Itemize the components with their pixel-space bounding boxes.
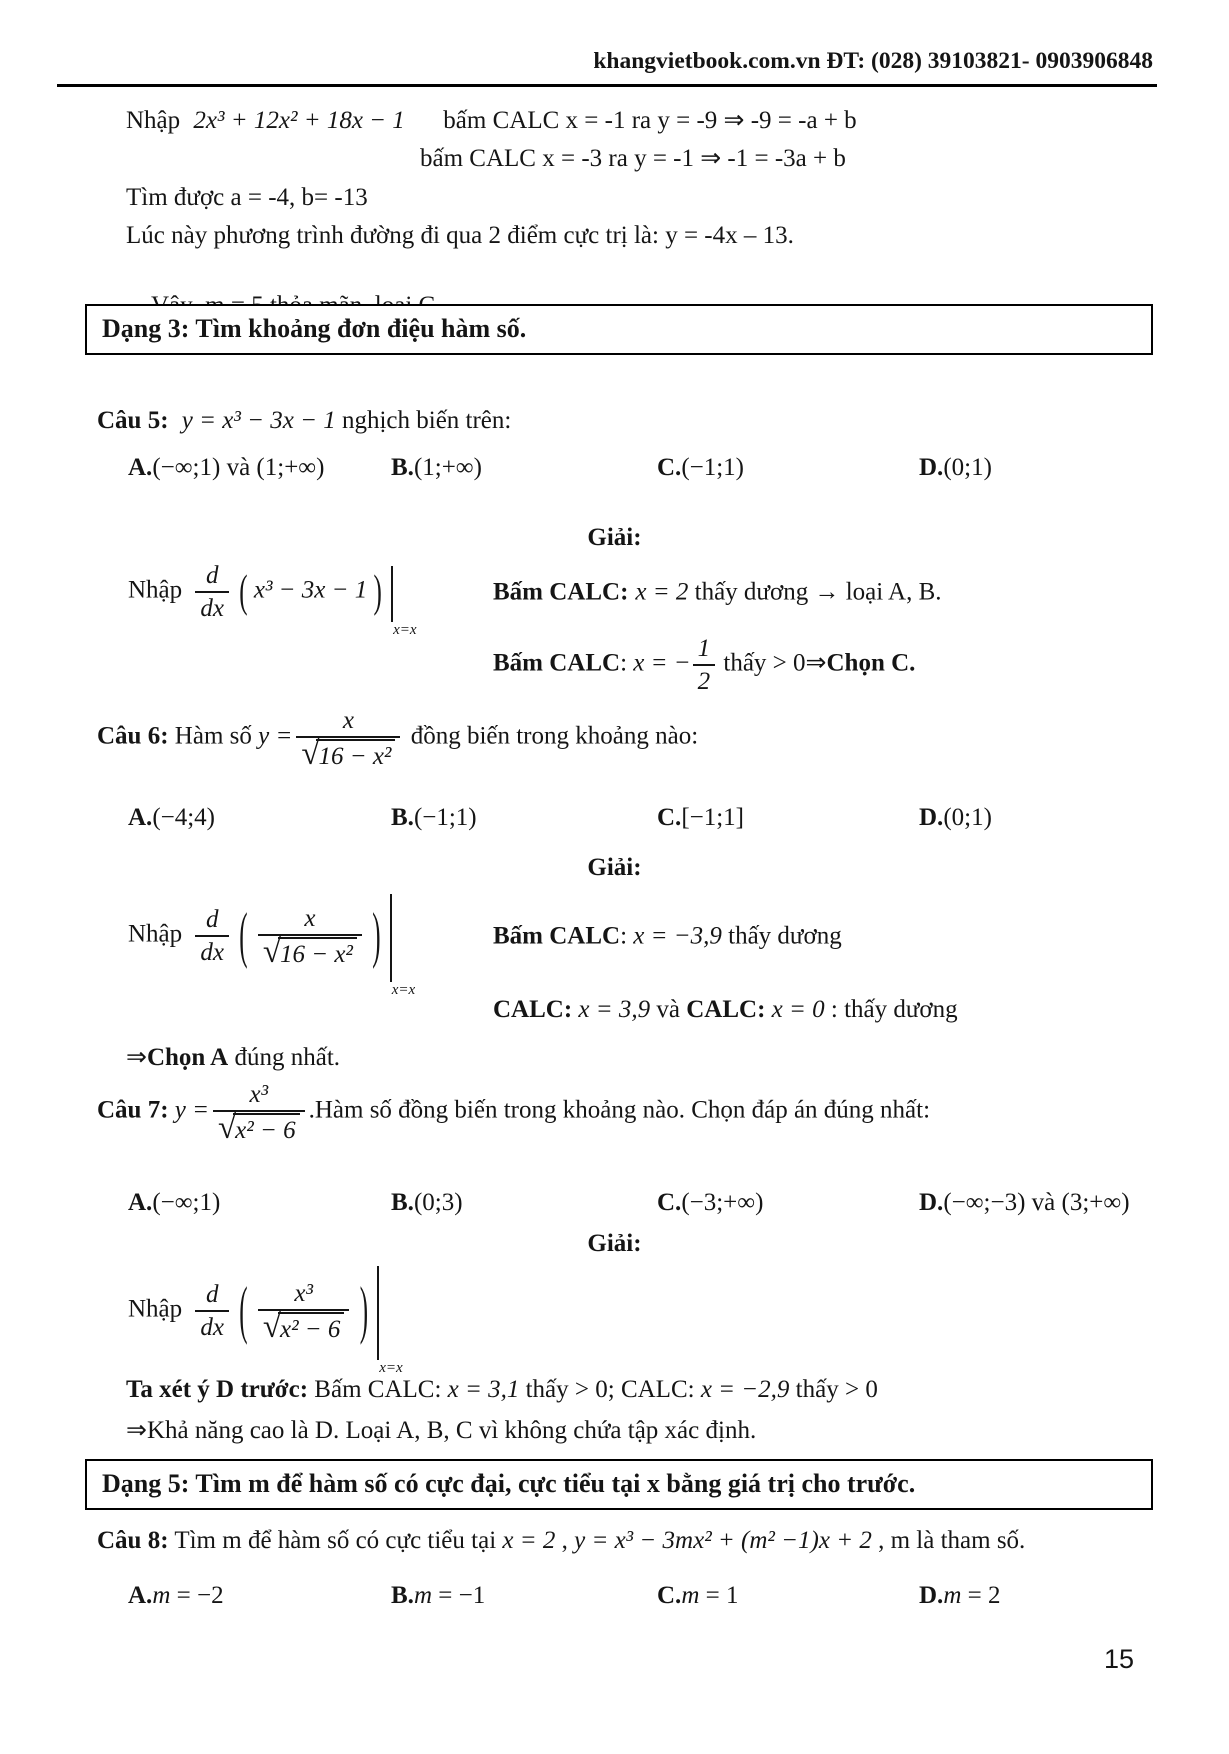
radicand: 16 − x² [316, 739, 395, 770]
option-d [919, 1186, 1189, 1219]
answer-tail: đúng nhất. [228, 1044, 341, 1071]
calc-instruction-2: bấm CALC x = -3 ra y = -1 ⇒ -1 = -3a + b [420, 145, 846, 172]
cau7-tail: .Hàm số đồng biến trong khoảng nào. Chọn đáp án đúng nhất: [308, 1096, 931, 1124]
section-heading-dang5 [85, 1459, 1153, 1510]
bam-calc-label: Bấm CALC: [493, 578, 629, 606]
found-values: Tìm được a = -4, b= -13 [126, 184, 368, 211]
cau8-t1: Tìm m để hàm số có cực tiểu tại [168, 1527, 503, 1554]
cau5-tail: nghịch biến trên: [335, 407, 512, 434]
close-paren: ) [359, 1275, 369, 1347]
option-d-var: m [943, 1582, 962, 1609]
option-b [391, 451, 657, 484]
option-a-text: (−∞;1) và (1;+∞) [152, 454, 325, 481]
dang5-title: Dạng 5: Tìm m để hàm số có cực đại, cực tiểu tại x bằng giá trị cho trước. [102, 1469, 916, 1498]
square-root [218, 1110, 300, 1146]
option-a [128, 451, 391, 484]
cau8-x-value: x = 2 [502, 1527, 556, 1554]
option-c-label: C. [657, 454, 682, 481]
fraction-numerator: x [342, 707, 354, 734]
close-paren: ) [372, 902, 381, 970]
cau6-calc-note-1 [493, 920, 842, 953]
cau5-label: Câu 5: [97, 407, 169, 434]
chosen-answer: Chọn A [146, 1044, 229, 1071]
radical-sign: √ [218, 1110, 237, 1146]
option-c-text: (−1;1) [681, 454, 745, 481]
page-header [57, 46, 1153, 77]
option-b-label: B. [391, 1189, 414, 1216]
calc-value-prefix: x = − [633, 649, 691, 677]
option-d-label: D. [919, 454, 944, 481]
cau5-derivative-expr: x³ − 3x − 1 [253, 576, 368, 604]
radicand: x² − 6 [278, 1312, 344, 1343]
cau5-options [128, 451, 1189, 484]
option-c [657, 1579, 919, 1612]
option-b [391, 1579, 657, 1612]
radical-sign: √ [262, 1309, 281, 1345]
option-a-label: A. [128, 1189, 153, 1216]
option-d-text: (−∞;−3) và (3;+∞) [943, 1189, 1130, 1216]
open-paren: ( [239, 902, 248, 970]
cau6-y-equals: y = [258, 722, 293, 750]
cau8-question [97, 1524, 1209, 1557]
cau8-label: Câu 8: [97, 1527, 169, 1554]
cau6-options [128, 801, 1189, 834]
option-a-text: (−4;4) [152, 804, 216, 831]
fraction-numerator: 1 [697, 635, 711, 662]
fraction-denominator: 2 [693, 664, 716, 696]
cau5-calc-note-2 [493, 634, 915, 696]
analysis-label: Ta xét ý D trước: [126, 1376, 309, 1403]
extrema-line-equation: Lúc này phương trình đường đi qua 2 điểm cực trị là: y = -4x – 13. [126, 222, 794, 249]
cau5-giai-heading [0, 521, 1229, 554]
chosen-answer: Chọn C. [826, 649, 916, 677]
page-number [1104, 1642, 1134, 1678]
cau6-solution-formula-row [128, 884, 1189, 998]
ddx-numerator: d [205, 906, 219, 933]
option-b-label: B. [391, 1582, 414, 1609]
analysis-t2: thấy > 0; CALC: [519, 1376, 701, 1403]
bam-calc-label: Bấm CALC [493, 922, 621, 950]
option-a-value: = −2 [170, 1582, 224, 1609]
option-d-label: D. [919, 1189, 944, 1216]
ddx-fraction [195, 905, 229, 967]
ddx-denominator: dx [195, 1310, 229, 1342]
header-text: khangvietbook.com.vn ĐT: (028) 39103821- 0903906848 [593, 48, 1153, 74]
analysis-t1: Bấm CALC: [308, 1376, 448, 1403]
solution-line-2 [420, 142, 846, 175]
ddx-numerator: d [205, 562, 219, 589]
option-a-var: m [152, 1582, 171, 1609]
option-c-value: = 1 [699, 1582, 739, 1609]
cau6-tail: đồng biến trong khoảng nào: [404, 722, 699, 750]
option-d-value: = 2 [961, 1582, 1001, 1609]
ddx-fraction [195, 561, 229, 623]
square-root [301, 736, 395, 772]
cau7-conclusion-line [126, 1414, 1189, 1447]
close-paren: ) [373, 567, 382, 617]
calc-label-1: CALC: [493, 996, 573, 1023]
option-c-text: (−3;+∞) [681, 1189, 764, 1216]
square-root [262, 1309, 345, 1345]
cau6-fraction [296, 706, 400, 770]
eval-bar-line [377, 1266, 379, 1360]
cau8-formula: y = x³ − 3mx² + (m² −1)x + 2 [574, 1527, 872, 1554]
option-a [128, 801, 391, 834]
option-d-label: D. [919, 804, 944, 831]
polynomial-formula: 2x³ + 12x² + 18x − 1 [193, 107, 405, 134]
calc-value-1: x = 3,1 [447, 1376, 520, 1403]
cau8-options [128, 1579, 1189, 1612]
square-root [262, 934, 357, 970]
fraction-denominator [296, 736, 400, 770]
nhap-label: Nhập [126, 107, 181, 134]
solution-line-3 [126, 181, 1189, 214]
ddx-numerator: d [205, 1281, 219, 1308]
option-c-label: C. [657, 1189, 682, 1216]
eval-subscript: x=x [391, 982, 416, 998]
radical-sign: √ [262, 934, 281, 970]
option-d-text: (0;1) [943, 804, 992, 831]
nhap-label: Nhập [128, 1295, 183, 1323]
calc-value: x = −3,9 [633, 922, 722, 950]
cau7-solution-formula-row [128, 1256, 1189, 1376]
cau7-y-equals: y = [168, 1096, 210, 1124]
option-d-label: D. [919, 1582, 944, 1609]
open-paren: ( [239, 1275, 248, 1347]
calc-result: thấy dương [721, 922, 842, 950]
option-b [391, 801, 657, 834]
option-b-label: B. [391, 804, 414, 831]
option-c [657, 801, 919, 834]
fraction-denominator [258, 934, 362, 968]
cau6-giai-heading [0, 851, 1229, 884]
fraction-denominator [213, 1110, 305, 1144]
option-c-label: C. [657, 1582, 682, 1609]
eval-subscript: x=x [379, 1360, 403, 1376]
cau7-analysis-line [126, 1373, 1189, 1406]
open-paren: ( [239, 567, 248, 617]
ddx-denominator: dx [195, 935, 229, 967]
option-b-label: B. [391, 454, 414, 481]
evaluation-bar [390, 894, 415, 998]
option-b [391, 1186, 657, 1219]
option-d [919, 801, 1189, 834]
option-c [657, 1186, 919, 1219]
calc-value-1: x = 3,9 [572, 996, 657, 1023]
calc-result: : thấy dương [824, 996, 958, 1023]
option-a-label: A. [128, 804, 153, 831]
calc-result: thấy dương → loại A, B. [688, 578, 942, 606]
calc-label-2: CALC: [686, 996, 766, 1023]
solution-line-4 [126, 219, 1189, 252]
giai-label: Giải: [587, 854, 642, 881]
cau8-t3: , m là tham số. [871, 1527, 1026, 1554]
calc-value-2: x = 0 [765, 996, 825, 1023]
option-b-text: (0;3) [413, 1189, 463, 1216]
ddx-denominator: dx [195, 591, 229, 623]
option-c [657, 451, 919, 484]
eval-subscript: x=x [393, 622, 417, 638]
cau6-pre: Hàm số [168, 722, 259, 750]
implies-arrow: ⇒ [126, 1044, 147, 1071]
option-b-value: = −1 [432, 1582, 486, 1609]
cau7-options [128, 1186, 1189, 1219]
implies-arrow: ⇒ [805, 649, 827, 677]
cau7-question [97, 1080, 1209, 1144]
option-a-label: A. [128, 454, 153, 481]
cau8-t2: , [555, 1527, 575, 1554]
cau6-label: Câu 6: [97, 722, 169, 750]
option-d-text: (0;1) [943, 454, 992, 481]
and-text: và [656, 996, 687, 1023]
option-b-text: (1;+∞) [413, 454, 482, 481]
option-b-var: m [413, 1582, 432, 1609]
evaluation-bar [377, 1266, 402, 1376]
cau5-question [97, 404, 1209, 437]
cau7-fraction [213, 1080, 305, 1144]
option-c-var: m [681, 1582, 700, 1609]
cau5-formula: y = x³ − 3x − 1 [181, 407, 336, 434]
dang3-title: Dạng 3: Tìm khoảng đơn điệu hàm số. [102, 314, 527, 343]
cau5-solution-formula-row [128, 556, 1189, 638]
radicand: x² − 6 [233, 1113, 299, 1144]
option-b-text: (−1;1) [413, 804, 477, 831]
header-rule [57, 84, 1157, 87]
fraction-numerator: x [304, 905, 316, 932]
calc-result: thấy > 0 [717, 649, 806, 677]
cau6-answer-line [126, 1041, 1189, 1074]
cau6-question [97, 706, 1209, 770]
cau5-calc-note-1 [493, 576, 942, 609]
one-half-fraction [693, 634, 716, 696]
nhap-label: Nhập [128, 920, 183, 948]
separator: : [620, 922, 634, 950]
eval-bar-line [390, 894, 392, 982]
option-a [128, 1579, 391, 1612]
cau6-fraction [258, 904, 362, 968]
analysis-t3: thấy > 0 [789, 1376, 878, 1403]
giai-label: Giải: [587, 524, 642, 551]
conclusion-text: ⇒Khả năng cao là D. Loại A, B, C vì không chứa tập xác định. [126, 1417, 757, 1444]
fraction-numerator: x³ [294, 1280, 313, 1307]
option-a-label: A. [128, 1582, 153, 1609]
option-d [919, 1579, 1189, 1612]
solution-line-1 [126, 104, 1189, 137]
fraction-numerator: x³ [249, 1081, 269, 1108]
cau7-fraction [258, 1279, 350, 1343]
fraction-denominator [258, 1309, 350, 1343]
calc-value-2: x = −2,9 [700, 1376, 790, 1403]
ddx-fraction [195, 1280, 229, 1342]
bam-calc-label: Bấm CALC [493, 649, 621, 677]
option-c-label: C. [657, 804, 682, 831]
nhap-label: Nhập [128, 576, 183, 604]
separator: : [620, 649, 634, 677]
radical-sign: √ [301, 736, 320, 772]
page-number-text: 15 [1104, 1644, 1135, 1674]
giai-label: Giải: [587, 1230, 642, 1257]
calc-value: x = 2 [635, 578, 689, 606]
evaluation-bar [391, 566, 416, 638]
eval-bar-line [391, 566, 393, 622]
option-a [128, 1186, 391, 1219]
cau6-calc-note-2 [493, 993, 958, 1026]
calc-instruction-1: bấm CALC x = -1 ra y = -9 ⇒ -9 = -a + b [443, 107, 857, 134]
radicand: 16 − x² [278, 937, 357, 968]
option-a-text: (−∞;1) [152, 1189, 221, 1216]
option-d [919, 451, 1189, 484]
section-heading-dang3 [85, 304, 1153, 355]
option-c-text: [−1;1] [681, 804, 745, 831]
cau7-label: Câu 7: [97, 1096, 169, 1124]
